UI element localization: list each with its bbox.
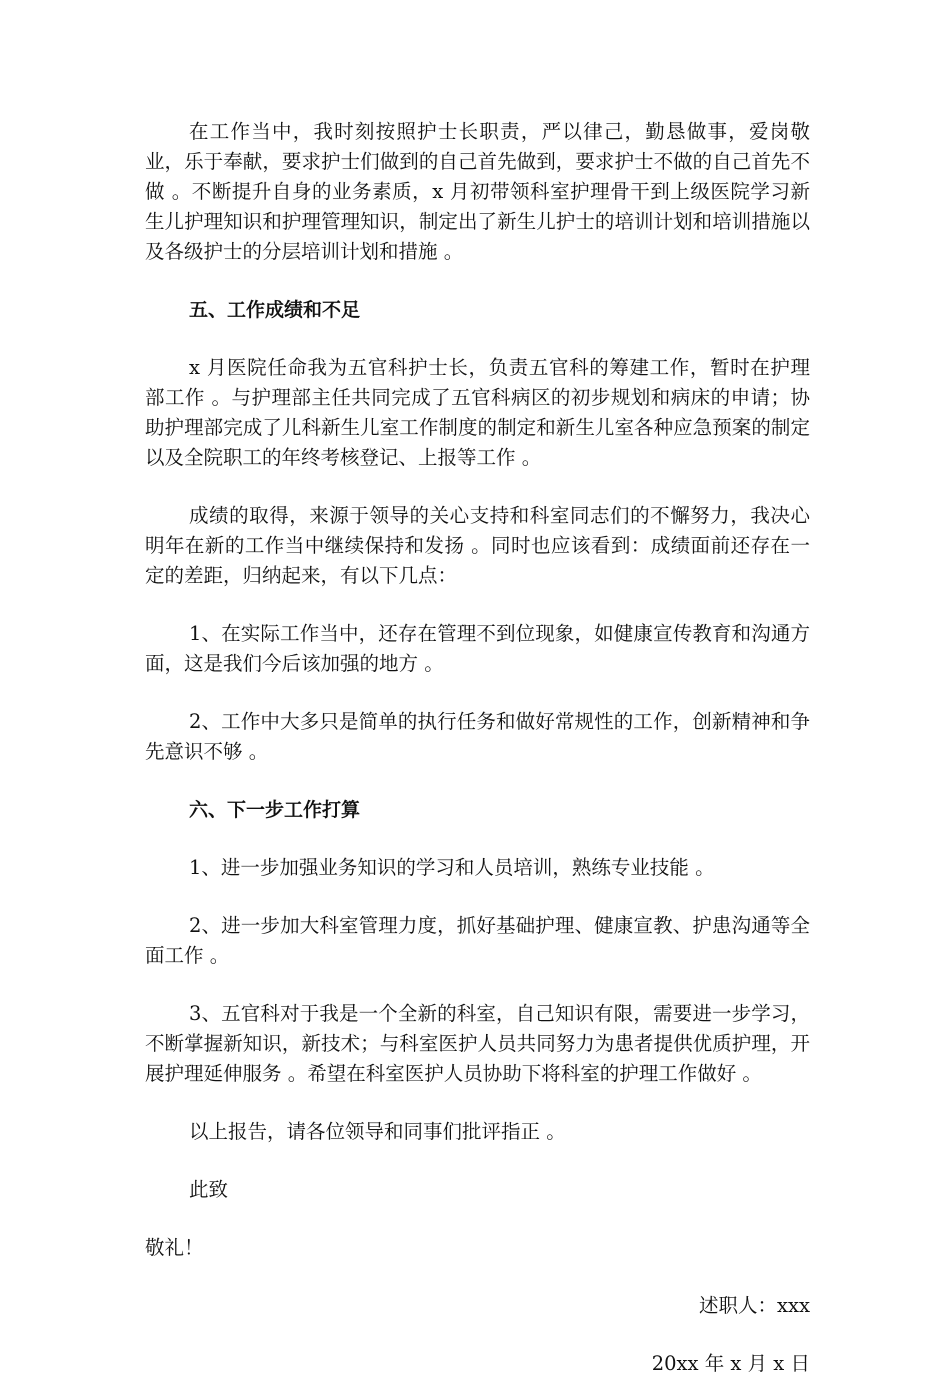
signature: 述职人：xxx <box>699 1294 810 1317</box>
paragraph: x 月医院任命我为五官科护士长，负责五官科的筹建工作，暂时在护理部工作 。与护理部主任共同完成了五官科病区的初步规划和病床的申请；协助护理部完成了儿科新生儿室工作制度的制定和新生儿室各种应急预案的制定以及全院职工的年终考核登记、上报等工作 。 <box>145 356 810 469</box>
list-item: 1、在实际工作当中，还存在管理不到位现象，如健康宣传教育和沟通方面，这是我们今后该加强的地方 。 <box>145 622 810 675</box>
date: 20xx 年 x 月 x 日 <box>651 1352 810 1375</box>
section-heading: 五、工作成绩和不足 <box>189 299 361 321</box>
section-heading: 六、下一步工作打算 <box>189 799 361 821</box>
list-item: 3、五官科对于我是一个全新的科室，自己知识有限，需要进一步学习，不断掌握新知识，新技术；与科室医护人员共同努力为患者提供优质护理，开展护理延伸服务 。希望在科室医护人员协助下将科室的护理工作做好 。 <box>145 1002 810 1085</box>
paragraph: 以上报告，请各位领导和同事们批评指正 。 <box>189 1120 566 1143</box>
closing: 敬礼！ <box>145 1236 204 1259</box>
paragraph: 在工作当中，我时刻按照护士长职责，严以律己，勤恳做事，爱岗敬业，乐于奉献，要求护士们做到的自己首先做到，要求护士不做的自己首先不做 。不断提升自身的业务素质，x 月初带领科室护理骨干到上级医院学习新生儿护理知识和护理管理知识，制定出了新生儿护士的培训计划和培训措施以及各级护士的分层培训计划和措施 。 <box>145 120 810 263</box>
paragraph: 成绩的取得，来源于领导的关心支持和科室同志们的不懈努力，我决心明年在新的工作当中继续保持和发扬 。同时也应该看到：成绩面前还存在一定的差距，归纳起来，有以下几点： <box>145 504 810 587</box>
list-item: 2、进一步加大科室管理力度，抓好基础护理、健康宣教、护患沟通等全面工作 。 <box>145 914 810 967</box>
document-body <box>145 117 810 1379</box>
list-item: 1、进一步加强业务知识的学习和人员培训，熟练专业技能 。 <box>189 856 715 879</box>
list-item: 2、工作中大多只是简单的执行任务和做好常规性的工作，创新精神和争先意识不够 。 <box>145 710 810 763</box>
salutation: 此致 <box>189 1178 229 1201</box>
